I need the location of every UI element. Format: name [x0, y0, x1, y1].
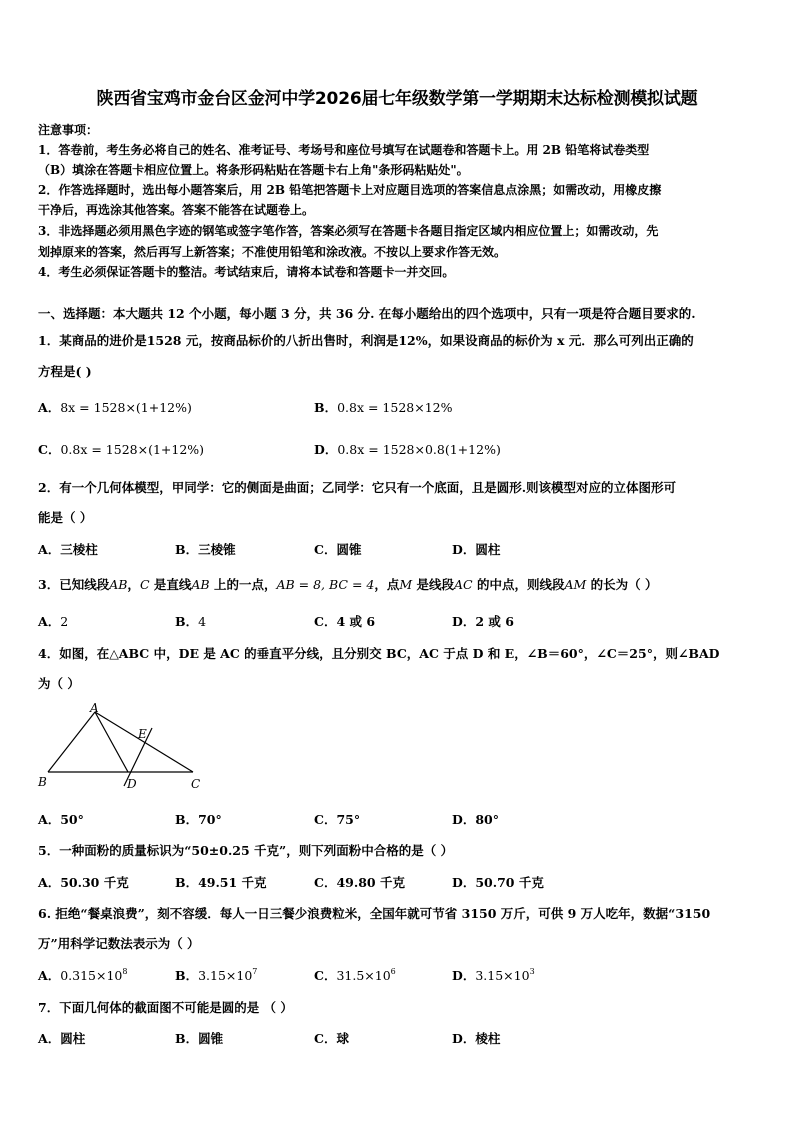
question-1-stem: 1．某商品的进价是1528 元，按商品标价的八折出售时，利润是12%，如果设商品的标价为 x 元．那么可列出正确的: [38, 333, 694, 348]
label-b: B: [38, 775, 47, 789]
segment-ad: [95, 712, 128, 772]
q4-option-b: B．70°: [175, 812, 222, 827]
notice-line: 1．答卷前，考生务必将自己的姓名、准考证号、考场号和座位号填写在试题卷和答题卡上。用 2B 铅笔将试卷类型: [38, 143, 650, 157]
question-5-stem: 5．一种面粉的质量标识为“50±0.25 千克”，则下列面粉中合格的是（ ）: [38, 843, 454, 858]
q5-option-a: A．50.30 千克: [38, 875, 129, 890]
question-6-stem: 6. 拒绝“餐桌浪费”，刻不容缓．每人一日三餐少浪费粒米，全国年就可节省 3150 万斤，可供 9 万人吃年，数据“3150: [38, 906, 711, 921]
q3-option-a: A．2: [38, 614, 69, 629]
question-4-stem-cont: 为（ ）: [38, 676, 80, 691]
notice-line: 划掉原来的答案，然后再写上新答案；不准使用铅笔和涂改液。不按以上要求作答无效。: [38, 245, 507, 259]
notice-line: 4．考生必须保证答题卡的整洁。考试结束后，请将本试卷和答题卡一并交回。: [38, 265, 455, 279]
q2-option-d: D．圆柱: [452, 542, 501, 557]
q3-option-b: B．4: [175, 614, 207, 629]
question-2-stem-cont: 能是（ ）: [38, 510, 93, 525]
q7-option-d: D．棱柱: [452, 1031, 501, 1046]
q6-option-a: A．$0.315\times 10^8$: [38, 967, 128, 983]
question-7-stem: 7．下面几何体的截面图不可能是圆的是 （ ）: [38, 1000, 293, 1015]
q6-option-c: C．$31.5\times 10^6$: [314, 967, 396, 983]
label-c: C: [191, 777, 201, 791]
q1-option-b: B．0.8x = 1528×12%: [314, 400, 453, 415]
page-title: 陕西省宝鸡市金台区金河中学2026届七年级数学第一学期期末达标检测模拟试题: [96, 89, 698, 109]
q5-option-c: C．49.80 千克: [314, 875, 405, 890]
q2-option-b: B．三棱锥: [175, 542, 236, 557]
q5-option-d: D．50.70 千克: [452, 875, 544, 890]
question-4-stem: 4．如图，在△ABC 中，DE 是 AC 的垂直平分线，且分别交 BC，AC 于点 D 和 E，∠B＝60°，∠C＝25°，则∠BAD: [38, 646, 720, 661]
label-d: D: [127, 777, 137, 791]
question-2-stem: 2．有一个几何体模型，甲同学：它的侧面是曲面；乙同学：它只有一个底面，且是圆形.则该模型对应的立体图形可: [38, 480, 677, 495]
label-e: E: [138, 727, 147, 741]
q7-option-a: A．圆柱: [38, 1031, 86, 1046]
q7-option-b: B．圆锥: [175, 1031, 224, 1046]
side-ab: [48, 712, 95, 772]
notice-heading: 注意事项：: [38, 123, 99, 137]
notice-line: 3．非选择题必须用黑色字迹的钢笔或签字笔作答，答案必须写在答题卡各题目指定区域内相应位置上；如需改动，先: [38, 224, 659, 238]
question-3-stem: 3．已知线段AB，C 是直线AB 上的一点，AB = 8, BC = 4，点M 是线段AC 的中点，则线段AM 的长为（ ）: [38, 577, 658, 592]
q2-option-a: A．三棱柱: [38, 542, 98, 557]
notice-line: （B）填涂在答题卡相应位置上。将条形码粘贴在答题卡右上角"条形码粘贴处"。: [38, 163, 469, 177]
question-1-stem-cont: 方程是( ): [38, 364, 92, 379]
q6-option-b: B．$3.15\times 10^7$: [175, 967, 258, 983]
side-ac: [95, 712, 193, 772]
notice-line: 干净后，再选涂其他答案。答案不能答在试题卷上。: [38, 203, 315, 217]
q3-option-d: D．2 或 6: [452, 614, 514, 629]
triangle-figure: [30, 700, 220, 795]
q3-option-c: C．4 或 6: [314, 614, 376, 629]
q1-option-a: A．8x = 1528×(1+12%): [38, 400, 192, 415]
label-a: A: [90, 701, 99, 715]
q4-option-a: A．50°: [38, 812, 84, 827]
question-6-stem-cont: 万”用科学记数法表示为（ ）: [38, 936, 200, 951]
q4-option-c: C．75°: [314, 812, 361, 827]
q4-option-d: D．80°: [452, 812, 499, 827]
q5-option-b: B．49.51 千克: [175, 875, 267, 890]
q2-option-c: C．圆锥: [314, 542, 362, 557]
section-heading: 一、选择题：本大题共 12 个小题，每小题 3 分，共 36 分. 在每小题给出的四个选项中，只有一项是符合题目要求的.: [38, 306, 696, 321]
notice-line: 2．作答选择题时，选出每小题答案后，用 2B 铅笔把答题卡上对应题目选项的答案信息点涂黑；如需改动，用橡皮擦: [38, 183, 662, 197]
q7-option-c: C．球: [314, 1031, 349, 1046]
q1-option-d: D．0.8x = 1528×0.8(1+12%): [314, 442, 501, 457]
q6-option-d: D．$3.15\times 10^3$: [452, 967, 535, 983]
q1-option-c: C．0.8x = 1528×(1+12%): [38, 442, 205, 457]
